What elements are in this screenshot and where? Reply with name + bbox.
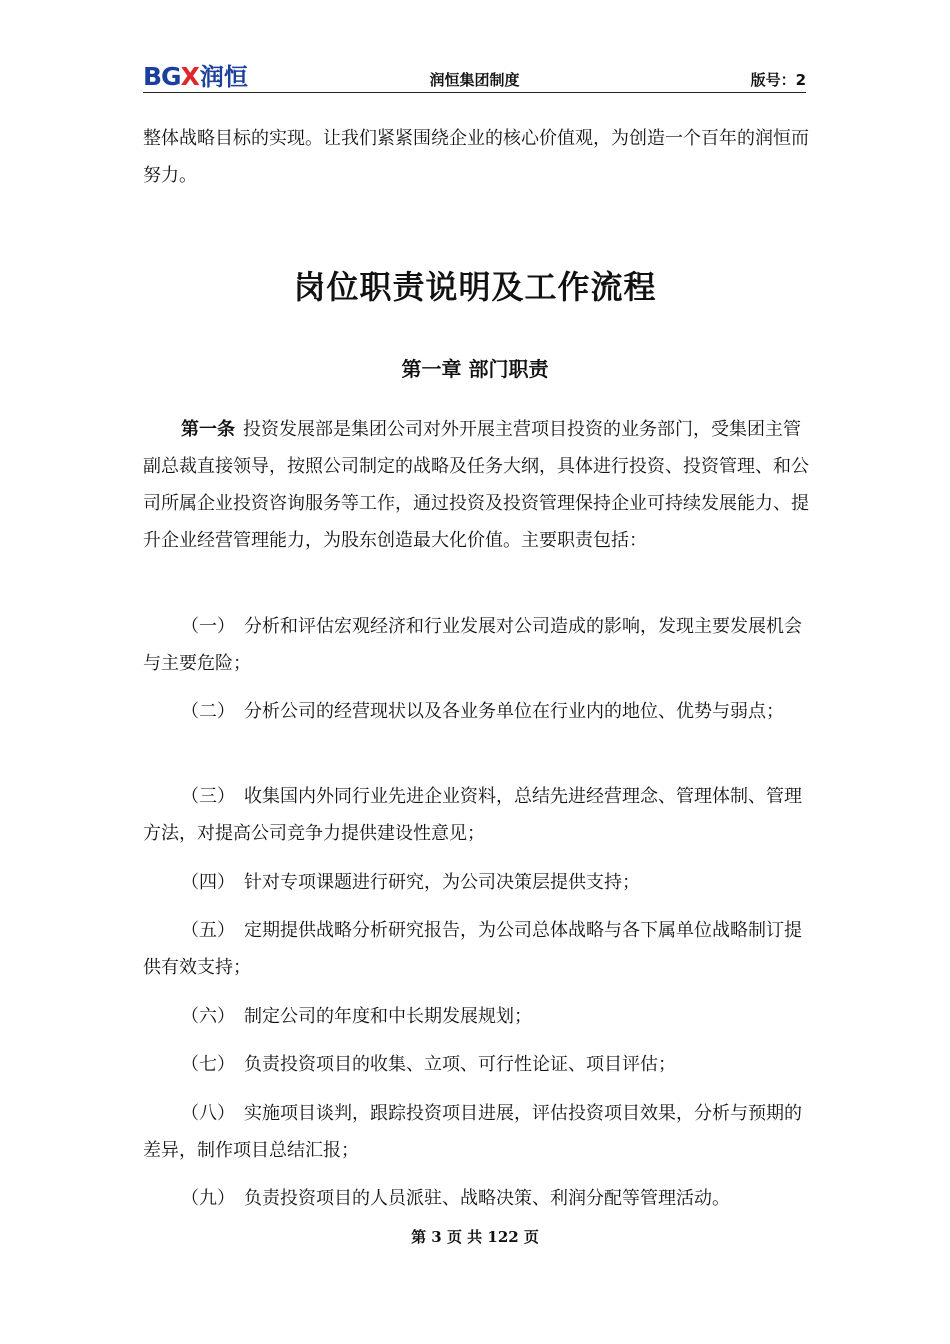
list-item bbox=[143, 864, 813, 901]
intro-paragraph: 整体战略目标的实现。让我们紧紧围绕企业的核心价值观，为创造一个百年的润恒而努力。 bbox=[143, 128, 809, 186]
item-number: （三） bbox=[181, 786, 235, 807]
list-item bbox=[143, 912, 813, 986]
version-number: 版号：2 bbox=[750, 71, 806, 89]
list-item bbox=[143, 693, 813, 730]
item-number: （九） bbox=[181, 1188, 235, 1209]
item-text: 制定公司的年度和中长期发展规划； bbox=[244, 1006, 532, 1027]
logo-mark: BGX bbox=[143, 62, 199, 91]
item-text: 负责投资项目的收集、立项、可行性论证、项目评估； bbox=[244, 1054, 676, 1075]
item-text: 针对专项课题进行研究，为公司决策层提供支持； bbox=[244, 872, 640, 893]
list-item bbox=[143, 1180, 813, 1217]
item-number: （一） bbox=[181, 616, 235, 637]
list-item bbox=[143, 608, 813, 682]
item-number: （四） bbox=[181, 872, 235, 893]
list-item bbox=[143, 1046, 813, 1083]
list-item bbox=[143, 1095, 813, 1169]
article-label: 第一条 bbox=[181, 419, 235, 440]
item-text: 负责投资项目的人员派驻、战略决策、利润分配等管理活动。 bbox=[244, 1188, 730, 1209]
item-text: 实施项目谈判，跟踪投资项目进展，评估投资项目效果，分析与预期的差异，制作项目总结汇报； bbox=[143, 1103, 802, 1161]
article-text: 投资发展部是集团公司对外开展主营项目投资的业务部门，受集团主管副总裁直接领导，按照公司制定的战略及任务大纲，具体进行投资、投资管理、和公司所属企业投资咨询服务等工作，通过投资及投资管理保持企业可持续发展能力、提升企业经营管理能力，为股东创造最大化价值。主要职责包括： bbox=[143, 419, 809, 551]
logo-text: 润恒 bbox=[199, 63, 248, 91]
item-text: 收集国内外同行业先进企业资料，总结先进经营理念、管理体制、管理方法，对提高公司竞争力提供建设性意见； bbox=[143, 786, 802, 844]
list-item bbox=[143, 998, 813, 1035]
item-text: 分析和评估宏观经济和行业发展对公司造成的影响，发现主要发展机会与主要危险； bbox=[143, 616, 802, 674]
item-number: （八） bbox=[181, 1103, 235, 1124]
document-title: 岗位职责说明及工作流程 bbox=[293, 268, 657, 306]
header-title: 润恒集团制度 bbox=[429, 71, 520, 89]
page-footer: 第 3 页 共 122 页 bbox=[411, 1228, 539, 1246]
page-header bbox=[143, 62, 806, 93]
item-number: （二） bbox=[181, 701, 235, 722]
article-paragraph bbox=[143, 411, 813, 559]
item-number: （七） bbox=[181, 1054, 235, 1075]
item-text: 分析公司的经营现状以及各业务单位在行业内的地位、优势与弱点； bbox=[244, 701, 784, 722]
list-item bbox=[143, 778, 813, 852]
item-number: （五） bbox=[181, 920, 235, 941]
chapter-heading: 第一章 部门职责 bbox=[401, 357, 549, 381]
item-number: （六） bbox=[181, 1006, 235, 1027]
item-text: 定期提供战略分析研究报告，为公司总体战略与各下属单位战略制订提供有效支持； bbox=[143, 920, 802, 978]
